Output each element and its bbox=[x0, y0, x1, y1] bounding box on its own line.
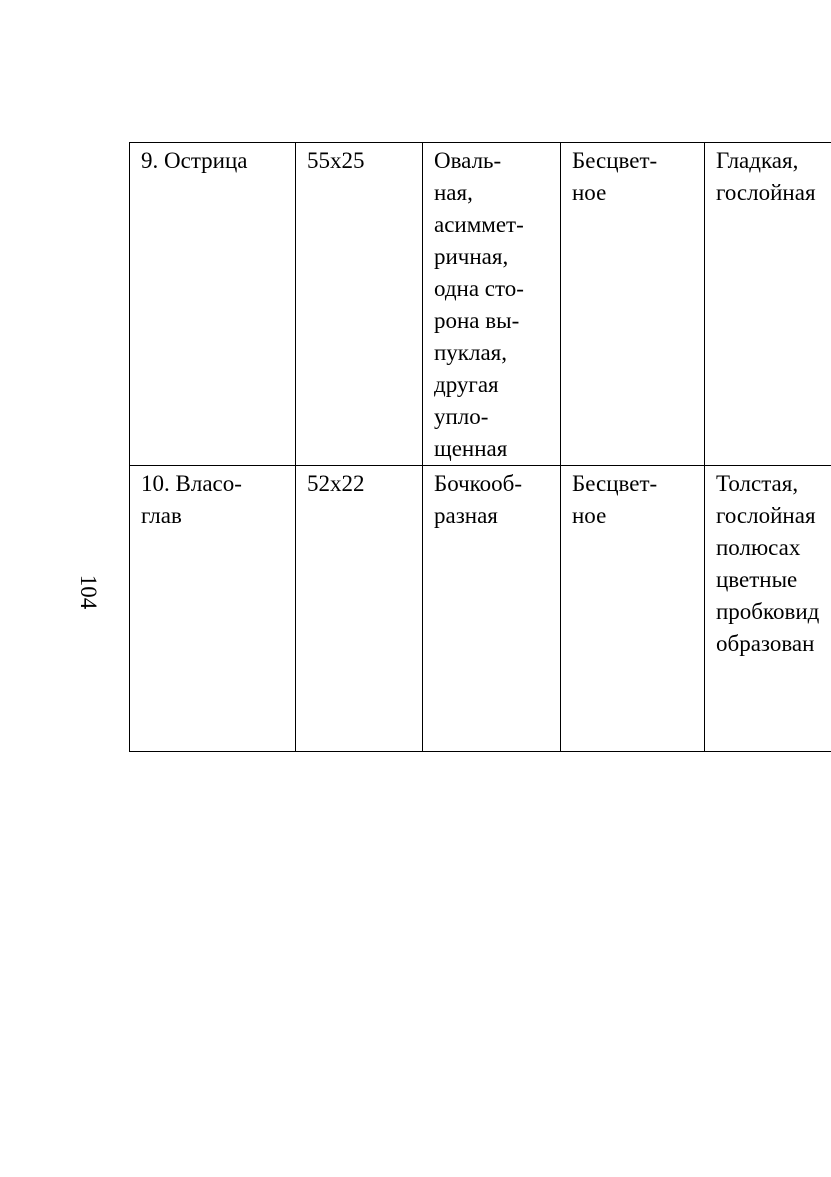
cell-name: 9. Острица bbox=[130, 143, 296, 466]
cell-name: 10. Власо- глав bbox=[130, 466, 296, 752]
cell-size: 52x22 bbox=[296, 466, 423, 752]
cell-shape: Бочкооб- разная bbox=[423, 466, 561, 752]
table-row bbox=[130, 466, 831, 752]
helminth-eggs-table bbox=[129, 142, 831, 752]
page-number: 104 bbox=[76, 574, 101, 610]
cell-color: Бесцвет- ное bbox=[561, 466, 705, 752]
cell-shell: Гладкая, гослойная bbox=[705, 143, 831, 466]
cell-color: Бесцвет- ное bbox=[561, 143, 705, 466]
table-row bbox=[130, 143, 831, 466]
cell-shape: Оваль- ная, асиммет- ричная, одна сто- рона вы- пуклая, другая упло- щенная bbox=[423, 143, 561, 466]
cell-shell: Толстая, гослойная полюсах цветные пробковид образован bbox=[705, 466, 831, 752]
cell-size: 55x25 bbox=[296, 143, 423, 466]
